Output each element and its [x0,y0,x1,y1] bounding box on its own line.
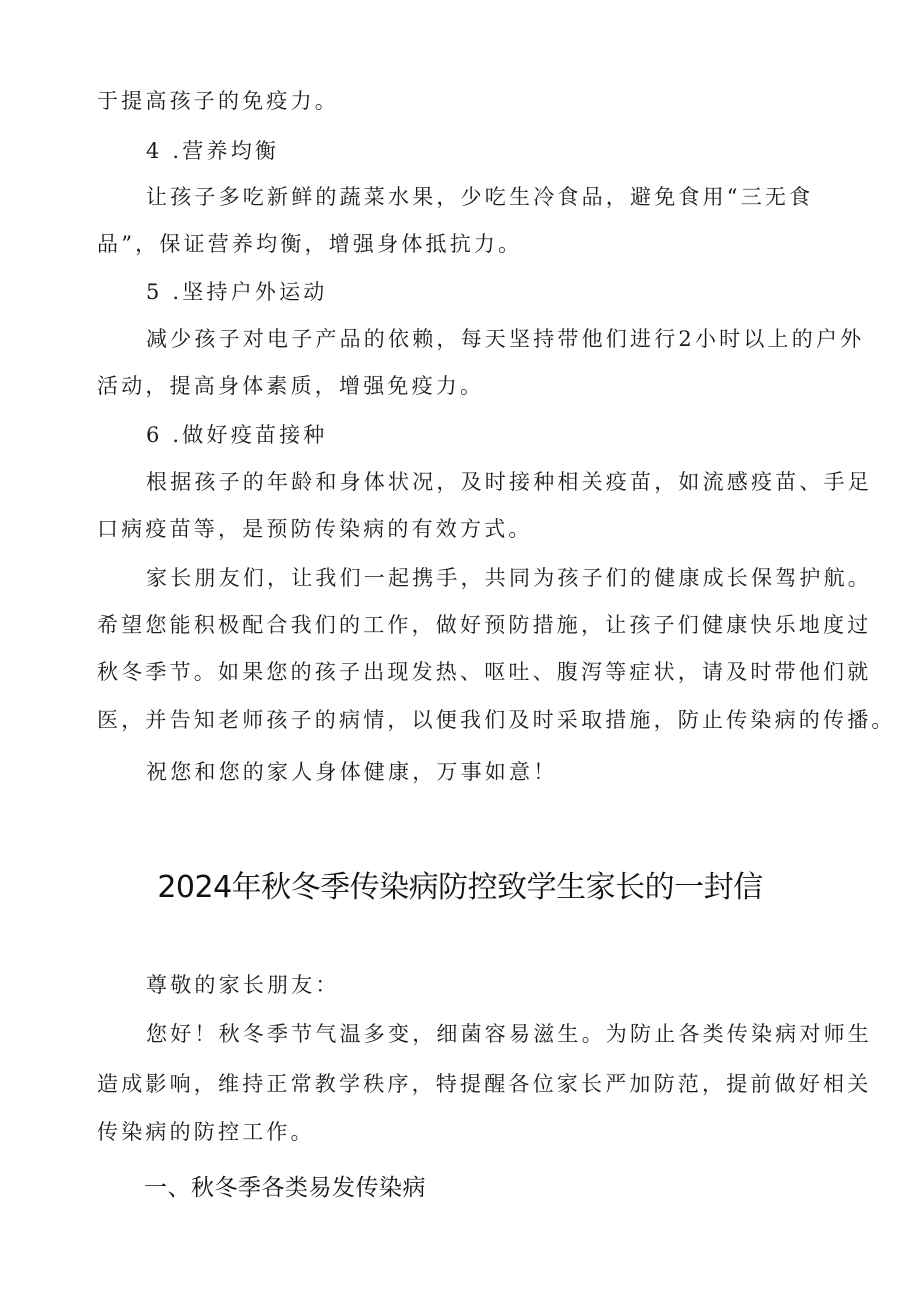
closing-line-3: 秋冬季节。如果您的孩子出现发热、呕吐、腹泻等症状，请及时带他们就 [97,660,872,684]
item-5-body-line-2: 活动，提高身体素质，增强免疫力。 [97,374,485,398]
intro-line-2: 造成影响，维持正常教学秩序，特提醒各位家长严加防范，提前做好相关 [97,1072,872,1096]
item-6-body-line-1: 根据孩子的年龄和身体状况，及时接种相关疫苗，如流感疫苗、手足 [146,470,872,494]
item-4-heading: 4 .营养均衡 [146,139,280,163]
closing-line-1: 家长朋友们，让我们一起携手，共同为孩子们的健康成长保驾护航。 [146,566,872,590]
salutation: 尊敬的家长朋友： [146,973,340,997]
item-4-body-line-1: 让孩子多吃新鲜的蔬菜水果，少吃生冷食品，避免食用“三无食 [146,185,814,209]
intro-line-3: 传染病的防控工作。 [97,1120,315,1144]
closing-line-2: 希望您能积极配合我们的工作，做好预防措施，让孩子们健康快乐地度过 [97,613,872,637]
closing-wishes: 祝您和您的家人身体健康，万事如意！ [146,760,558,784]
paragraph-continuation-line: 于提高孩子的免疫力。 [97,89,339,113]
item-5-heading: 5 .坚持户外运动 [146,280,328,304]
item-6-body-line-2: 口病疫苗等，是预防传染病的有效方式。 [97,517,533,541]
item-6-heading: 6 .做好疫苗接种 [146,423,328,447]
item-4-body-line-2: 品”，保证营养均衡，增强身体抵抗力。 [97,232,523,256]
letter-title: 2024年秋冬季传染病防控致学生家长的一封信 [157,870,763,905]
intro-line-1: 您好！秋冬季节气温多变，细菌容易滋生。为防止各类传染病对师生 [146,1022,872,1046]
closing-line-4: 医，并告知老师孩子的病情，以便我们及时采取措施，防止传染病的传播。 [97,708,896,732]
section-heading: 一、秋冬季各类易发传染病 [144,1175,426,1201]
item-5-body-line-1: 减少孩子对电子产品的依赖，每天坚持带他们进行2小时以上的户外 [146,327,865,351]
